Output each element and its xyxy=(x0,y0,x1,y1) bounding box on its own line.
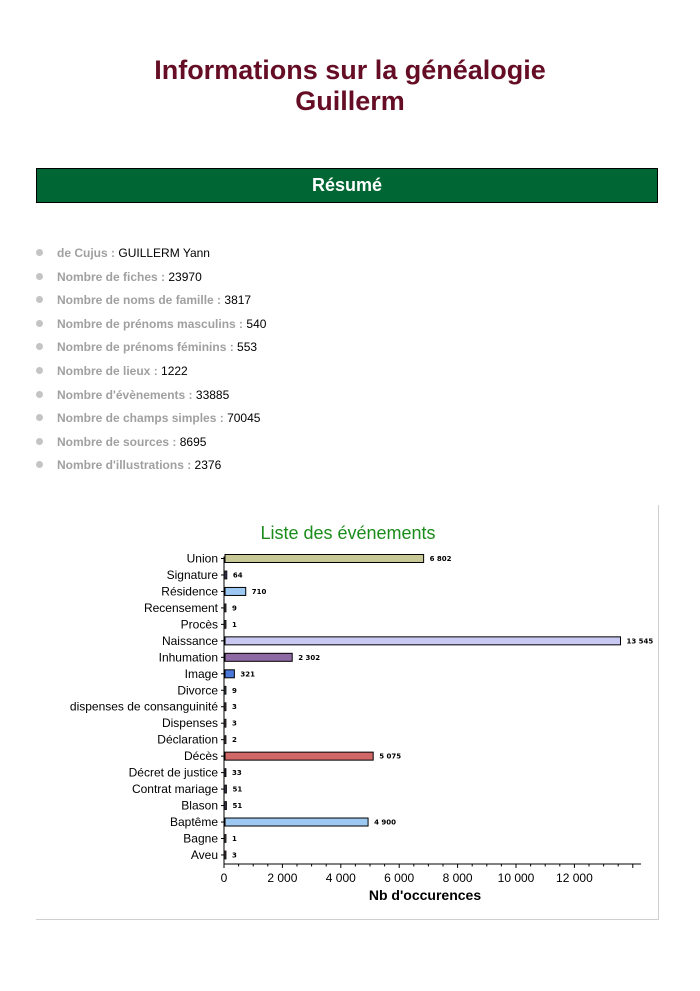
summary-label: Nombre de lieux : xyxy=(57,363,158,378)
chart-value-label: 51 xyxy=(232,802,243,811)
chart-category-label: Bagne xyxy=(183,831,218,846)
chart-value-label: 2 xyxy=(232,736,237,745)
chart-bar xyxy=(225,670,234,678)
page-title xyxy=(0,55,700,117)
chart-category-label: Naissance xyxy=(161,633,218,648)
chart-category-label: Procès xyxy=(180,617,218,632)
chart-bar xyxy=(225,719,226,727)
chart-value-label: 3 xyxy=(232,703,237,712)
bullet-icon xyxy=(36,273,43,280)
chart-bar xyxy=(225,571,227,579)
chart-category-label: Inhumation xyxy=(158,650,218,665)
chart-value-label: 9 xyxy=(232,686,237,695)
summary-value: 33885 xyxy=(195,387,230,402)
summary-value: 540 xyxy=(246,316,267,331)
chart-bar xyxy=(225,703,226,711)
chart-category-label: Déclaration xyxy=(157,732,218,747)
chart-value-label: 33 xyxy=(232,769,242,778)
chart-x-tick-label: 2 000 xyxy=(267,870,298,885)
summary-list xyxy=(36,243,266,479)
chart-value-label: 4 900 xyxy=(374,818,397,827)
chart-bar xyxy=(225,769,226,777)
summary-value: 3817 xyxy=(224,293,252,308)
chart-x-tick-label: 8 000 xyxy=(442,870,473,885)
chart-category-label: Recensement xyxy=(143,600,218,615)
summary-label: Nombre de sources : xyxy=(57,434,177,449)
chart-bar xyxy=(225,851,226,859)
chart-value-label: 3 xyxy=(232,851,237,860)
chart-category-label: Baptême xyxy=(169,815,218,830)
chart-category-label: Blason xyxy=(181,798,218,813)
chart-category-label: Décret de justice xyxy=(128,765,218,780)
summary-label: de Cujus : xyxy=(57,246,116,260)
bullet-icon xyxy=(36,367,43,374)
chart-bar xyxy=(225,620,226,628)
chart-value-label: 321 xyxy=(240,670,255,679)
chart-bar xyxy=(225,686,226,694)
chart-bar xyxy=(225,785,226,793)
chart-category-label: Dispenses xyxy=(161,716,218,731)
events-chart xyxy=(36,505,658,919)
chart-value-label: 51 xyxy=(232,785,243,794)
summary-item xyxy=(36,337,266,361)
summary-label: Nombre d'évènements : xyxy=(57,387,193,402)
chart-value-label: 64 xyxy=(232,571,243,580)
chart-bar xyxy=(225,604,226,612)
summary-item xyxy=(36,290,266,314)
summary-label: Nombre de champs simples : xyxy=(57,411,224,426)
summary-value: 23970 xyxy=(168,269,202,284)
summary-value: GUILLERM Yann xyxy=(118,246,210,260)
summary-value: 1222 xyxy=(161,363,188,378)
bullet-icon xyxy=(36,320,43,327)
summary-label: Nombre de prénoms féminins : xyxy=(57,340,234,355)
chart-value-label: 5 075 xyxy=(379,752,402,761)
events-chart-box xyxy=(36,505,659,920)
chart-x-axis-label: Nb d'occurences xyxy=(368,887,482,903)
chart-value-label: 13 545 xyxy=(626,637,654,646)
chart-category-label: dispenses de consanguinité xyxy=(69,699,218,714)
chart-x-tick-label: 10 000 xyxy=(497,870,535,885)
chart-x-tick-label: 12 000 xyxy=(556,870,593,885)
chart-value-label: 1 xyxy=(232,620,237,629)
summary-item xyxy=(36,432,266,456)
bullet-icon xyxy=(36,343,43,350)
bullet-icon xyxy=(36,296,43,303)
chart-bar xyxy=(225,555,424,563)
summary-item xyxy=(36,408,266,432)
chart-bar xyxy=(225,587,246,595)
summary-item xyxy=(36,314,266,338)
summary-item xyxy=(36,455,266,479)
summary-value: 70045 xyxy=(227,411,261,426)
chart-bar xyxy=(225,818,368,826)
chart-category-label: Résidence xyxy=(161,584,218,599)
chart-category-label: Image xyxy=(184,666,218,681)
chart-bar xyxy=(225,834,226,842)
chart-bar xyxy=(225,736,226,744)
bullet-icon xyxy=(36,391,43,398)
summary-item xyxy=(36,243,266,267)
chart-value-label: 9 xyxy=(232,604,237,613)
summary-value: 553 xyxy=(237,340,258,355)
chart-bar xyxy=(225,802,226,810)
summary-item xyxy=(36,385,266,409)
summary-item xyxy=(36,267,266,291)
bullet-icon xyxy=(36,461,43,468)
summary-value: 2376 xyxy=(194,458,222,473)
chart-category-label: Aveu xyxy=(190,847,218,862)
chart-value-label: 2 302 xyxy=(298,653,321,662)
chart-category-label: Contrat mariage xyxy=(131,782,218,797)
bullet-icon xyxy=(36,438,43,445)
page-title-line1: Informations sur la généalogie xyxy=(154,55,546,85)
chart-x-tick-label: 0 xyxy=(220,870,228,885)
chart-value-label: 710 xyxy=(251,587,267,596)
chart-x-tick-label: 4 000 xyxy=(325,870,356,885)
chart-category-label: Décès xyxy=(183,749,218,764)
summary-value: 8695 xyxy=(179,434,207,449)
chart-category-label: Divorce xyxy=(177,683,218,698)
chart-title: Liste des événements xyxy=(260,523,436,543)
chart-bar xyxy=(225,637,621,645)
chart-category-label: Union xyxy=(186,551,218,566)
summary-label: Nombre de noms de famille : xyxy=(57,293,222,308)
summary-label: Nombre de prénoms masculins : xyxy=(57,316,244,331)
summary-label: Nombre de fiches : xyxy=(57,269,166,284)
bullet-icon xyxy=(36,249,43,256)
section-banner: Résumé xyxy=(36,168,658,203)
chart-bar xyxy=(225,752,373,760)
summary-item xyxy=(36,361,266,385)
chart-value-label: 6 802 xyxy=(429,555,452,563)
chart-value-label: 3 xyxy=(232,719,237,728)
page-title-line2: Guillerm xyxy=(295,86,405,116)
chart-value-label: 1 xyxy=(232,834,237,843)
bullet-icon xyxy=(36,414,43,421)
summary-label: Nombre d'illustrations : xyxy=(57,458,192,473)
chart-category-label: Signature xyxy=(166,567,218,582)
chart-x-tick-label: 6 000 xyxy=(384,870,415,885)
chart-bar xyxy=(225,653,292,661)
